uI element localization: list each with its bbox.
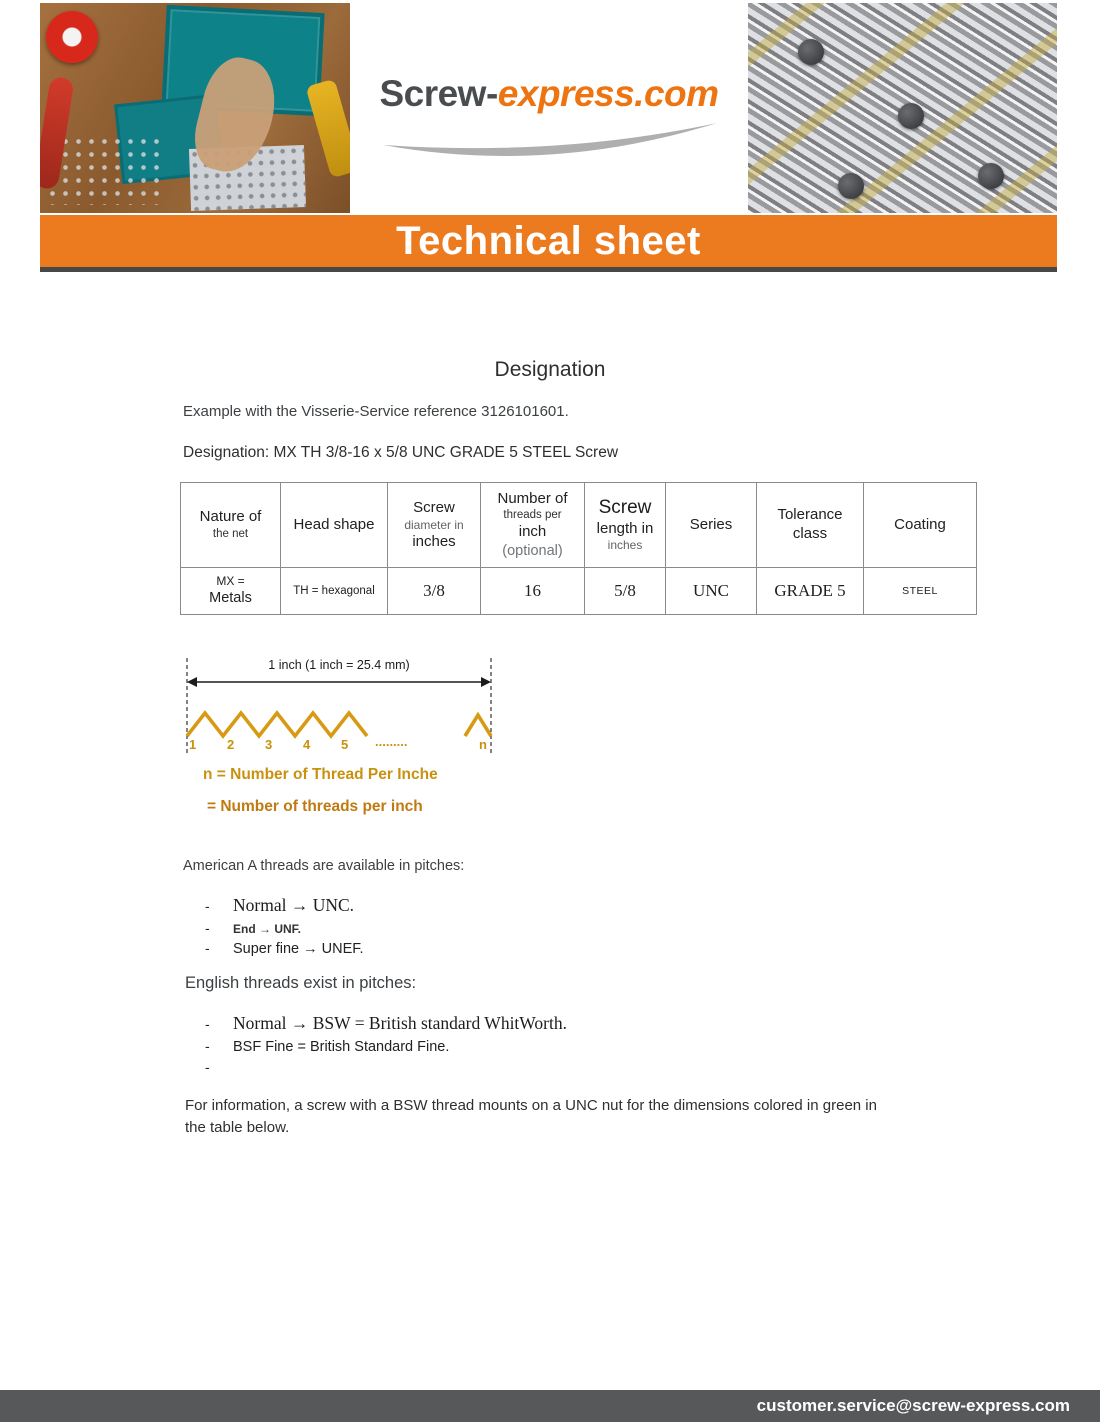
arrowhead-right-icon <box>481 677 491 687</box>
banner-shadow <box>40 267 1057 272</box>
bullet-dash: - <box>205 920 210 936</box>
example-text: Example with the Visserie-Service reference 3126101601. <box>183 403 569 420</box>
pitch-text: BSF Fine = British Standard Fine. <box>233 1039 450 1055</box>
list-item <box>205 1059 567 1075</box>
cell-coating: STEEL <box>864 568 977 615</box>
col-header-diameter <box>388 483 481 568</box>
screw-head-decor <box>978 163 1004 189</box>
designation-line: Designation: MX TH 3/8-16 x 5/8 UNC GRADE 5 STEEL Screw <box>183 444 619 461</box>
dots-label: ......... <box>375 734 408 749</box>
bullet-dash: - <box>205 898 210 914</box>
bullet-dash: - <box>205 1059 210 1075</box>
english-pitch-list <box>205 1013 567 1079</box>
footer <box>0 1390 1100 1422</box>
section-title: Designation <box>494 358 606 381</box>
thread-pitch-diagram <box>183 656 495 758</box>
header-line: inches <box>412 532 456 550</box>
header-line: the net <box>212 528 249 541</box>
header-line: length in <box>596 519 654 537</box>
american-pitches-intro: American A threads are available in pitches: <box>183 858 465 874</box>
header-line: Series <box>689 515 733 533</box>
tick-1: 1 <box>189 737 197 752</box>
col-header-head-shape <box>281 483 388 568</box>
header-line: Coating <box>894 515 946 533</box>
n-label: n <box>479 737 487 752</box>
screw-head-decor <box>798 39 824 65</box>
title-banner <box>40 215 1057 267</box>
col-header-coating <box>864 483 977 568</box>
cell-diameter: 3/8 <box>388 568 481 615</box>
diagram-caption-secondary: = Number of threads per inch <box>207 798 423 815</box>
bullet-dash: - <box>205 1038 210 1054</box>
pitch-text: Normal → UNC. <box>233 895 355 915</box>
pitch-text: End → UNF. <box>233 922 301 936</box>
table-row <box>181 568 977 615</box>
logo-swoosh <box>377 117 722 159</box>
screw-head-decor <box>838 173 864 199</box>
arrowhead-left-icon <box>187 677 197 687</box>
header-line: inches <box>607 538 643 553</box>
logo-text <box>379 73 718 115</box>
workbench-photo <box>40 3 350 213</box>
screw-head-decor <box>898 103 924 129</box>
col-header-length <box>585 483 666 568</box>
header-line: class <box>792 525 828 542</box>
tool-decor <box>305 79 350 179</box>
screws-photo <box>748 3 1057 213</box>
header-line: inch <box>518 522 547 540</box>
thread-zigzag <box>187 713 367 736</box>
logo-text-secondary: express.com <box>497 73 719 114</box>
cell-threads: 16 <box>481 568 585 615</box>
header <box>40 3 1057 213</box>
header-line: (optional) <box>502 542 563 559</box>
list-item <box>205 895 364 916</box>
tick-3: 3 <box>265 737 273 752</box>
cell-tolerance: GRADE 5 <box>757 568 864 615</box>
table-header-row <box>181 483 977 568</box>
designation-table <box>180 482 977 615</box>
header-line: Screw <box>413 498 455 516</box>
list-item <box>205 1038 567 1055</box>
cell-series: UNC <box>666 568 757 615</box>
cell-length: 5/8 <box>585 568 666 615</box>
list-item <box>205 1013 567 1034</box>
thread-zigzag-end <box>465 715 491 736</box>
banner-title: Technical sheet <box>396 218 701 263</box>
tick-2: 2 <box>227 737 235 752</box>
header-line: Screw <box>598 496 652 518</box>
tick-5: 5 <box>341 737 349 752</box>
col-header-tolerance <box>757 483 864 568</box>
pitch-text: Normal → BSW = British standard WhitWorth. <box>233 1013 567 1033</box>
list-item <box>205 920 364 936</box>
english-pitches-intro: English threads exist in pitches: <box>185 974 417 992</box>
cell-line: Metals <box>209 590 252 607</box>
cell-line: MX = <box>216 573 245 588</box>
col-header-nature <box>181 483 281 568</box>
list-item <box>205 940 364 957</box>
tick-4: 4 <box>303 737 311 752</box>
american-pitch-list <box>205 895 364 961</box>
tape-measure-decor <box>46 11 98 63</box>
bsw-unc-note: For information, a screw with a BSW thread mounts on a UNC nut for the dimensions colored in green in the table below. <box>185 1097 877 1136</box>
footer-email-link[interactable]: customer.service@screw-express.com <box>756 1396 1070 1415</box>
header-line: Nature of <box>199 508 262 526</box>
pitch-text: Super fine → UNEF. <box>233 941 364 957</box>
diagram-caption-primary: n = Number of Thread Per Inche <box>203 766 438 783</box>
col-header-threads <box>481 483 585 568</box>
bullet-dash: - <box>205 1016 210 1032</box>
cell-head-shape: TH = hexagonal <box>281 568 388 615</box>
header-line: threads per <box>503 509 562 522</box>
bullet-dash: - <box>205 940 210 956</box>
logo <box>350 3 748 213</box>
header-line: diameter in <box>404 517 464 532</box>
logo-text-primary: Screw- <box>379 73 498 114</box>
header-line: Number of <box>497 489 568 507</box>
inch-label: 1 inch (1 inch = 25.4 mm) <box>268 658 410 672</box>
cell-nature <box>181 568 281 615</box>
header-line: Head shape <box>293 515 375 533</box>
col-header-series <box>666 483 757 568</box>
header-line: Tolerance <box>777 506 843 524</box>
